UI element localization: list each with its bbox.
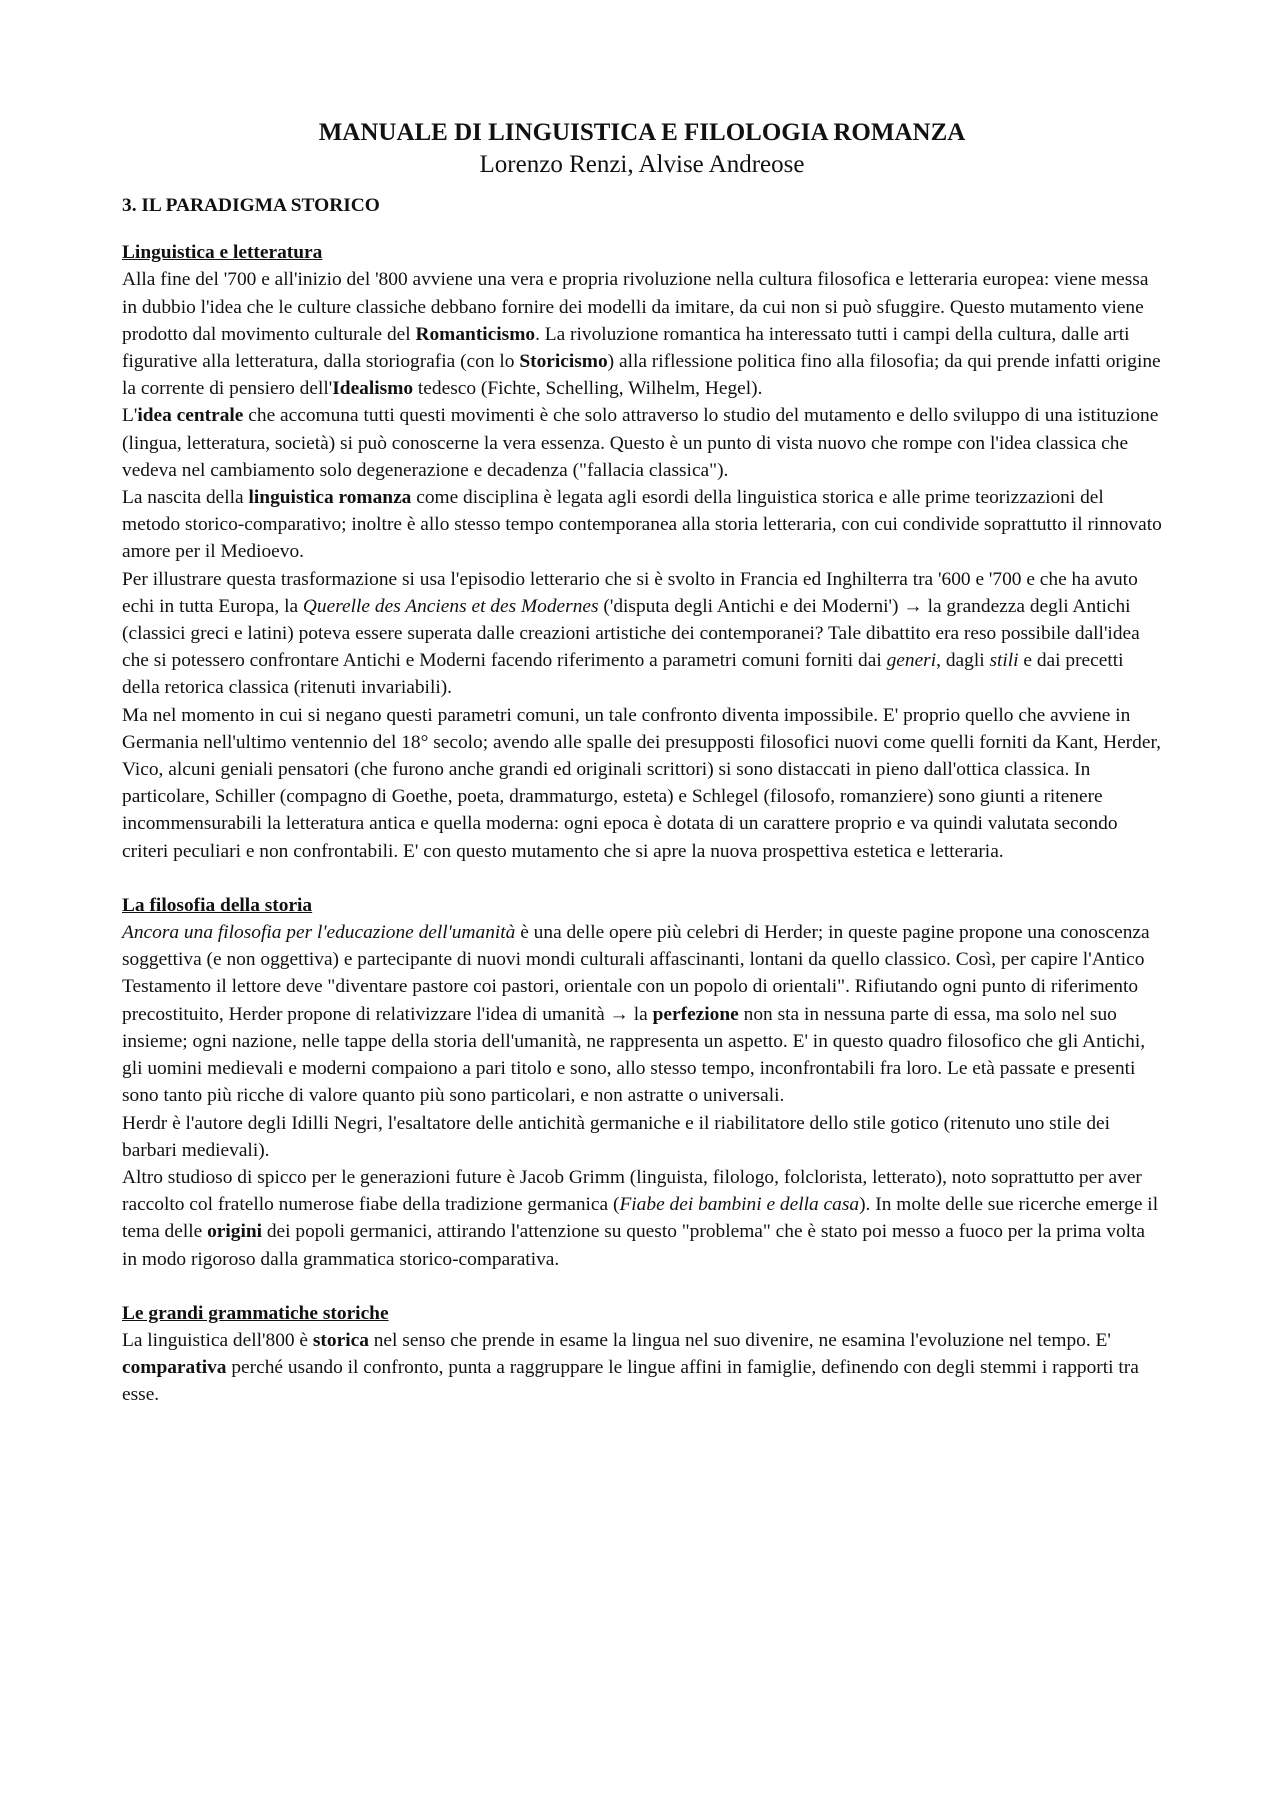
paragraph [122,484,1162,566]
text-run: e dai precetti della retorica classica (ritenuti invariabili). [122,650,1124,699]
text-run: tedesco (Fichte, Schelling, Wilhelm, Hegel). [413,378,763,400]
text-run: ) alla riflessione politica fino alla filosofia; da qui prende infatti origine la corrente di pensiero dell' [122,351,1161,400]
document-authors: Lorenzo Renzi, Alvise Andreose [479,151,805,178]
paragraph [122,702,1162,865]
text-run: La nascita della [122,487,249,509]
section-spacer [122,865,1162,892]
bold-text: perfezione [652,1003,739,1025]
italic-text: Querelle des Anciens et des Modernes [302,595,599,617]
text-run: non sta in nessuna parte di essa, ma solo nel suo insieme; ogni nazione, nelle tappe della storia dell'umanità, ne rappresenta un aspetto. E' in questo quadro filosofico che gli Antichi, gli uomini medievali e moderni compaiono a pari titolo e sono, allo stesso tempo, inconfrontabili fra loro. Le età passate e presenti sono tanto più ricche di valore quanto più sono particolari, e non astratte o universali. [122,1003,1146,1107]
paragraph [122,402,1162,484]
bold-text: origini [207,1221,263,1243]
bold-text: Romanticismo [415,323,536,345]
bold-text: storica [312,1329,369,1351]
paragraph [122,1110,1162,1164]
text-run: Herdr è l'autore degli Idilli Negri, l'esaltatore delle antichità germaniche e il riabilitatore dello stile gotico (ritenuto uno stile dei barbari medievali). [122,1112,1111,1161]
text-run: Altro studioso di spicco per le generazioni future è Jacob Grimm (linguista, filologo, folclorista, letterato), noto soprattutto per aver raccolto col fratello numerose fiabe della tradizione germanica ( [122,1166,1142,1216]
section-spacer [122,1273,1162,1300]
text-run: Alla fine del '700 e all'inizio del '800 avviene una vera e propria rivoluzione nella cultura filosofica e letteraria europea: viene messa in dubbio l'idea che le culture classiche debbano fornire dei modelli da imitare, da cui non si può sfuggire. Questo mutamento viene prodotto dal movimento culturale del [122,269,1149,345]
text-run: che accomuna tutti questi movimenti è che solo attraverso lo studio del mutamento e dello sviluppo di una istituzione (lingua, letteratura, società) si può conoscerne la vera essenza. Questo è un punto di vista nuovo che rompe con l'idea classica che vedeva nel cambiamento solo degenerazione e decadenza ("fallacia classica"). [122,405,1159,481]
bold-text: idea centrale [137,405,244,427]
paragraph [122,266,1162,402]
bold-text: linguistica romanza [248,487,412,509]
bold-text: comparativa [122,1357,227,1379]
paragraph [122,566,1162,702]
document-page [122,118,1162,1409]
document-title: MANUALE DI LINGUISTICA E FILOLOGIA ROMANZA [318,119,966,146]
paragraph [122,1327,1162,1409]
text-run: come disciplina è legata agli esordi della linguistica storica e alle prime teorizzazioni del metodo storico-comparativo; inoltre è allo stesso tempo contemporanea alla storia letteraria, con cui condivide soprattutto il rinnovato amore per il Medioevo. [122,487,1162,563]
text-run: La linguistica dell'800 è [122,1329,313,1351]
text-run: perché usando il confronto, punta a raggruppare le lingue affini in famiglie, definendo con degli stemmi i rapporti tra esse. [122,1357,1139,1406]
text-run: Ma nel momento in cui si negano questi parametri comuni, un tale confronto diventa impossibile. E' proprio quello che avviene in Germania nell'ultimo ventennio del 18° secolo; avendo alle spalle dei presupposti filosofici nuovi come quelli forniti da Kant, Herder, Vico, alcuni geniali pensatori (che furono anche grandi ed originali scrittori) si sono distaccati in pieno dall'ottica classica. In particolare, Schiller (compagno di Goethe, poeta, drammaturgo, esteta) e Schlegel (filosofo, romanziere) sono giunti a ritenere incommensurabili la letteratura antica e quella moderna: ogni epoca è dotata di un carattere proprio e va quindi valutata secondo criteri peculiari e non confrontabili. E' con questo mutamento che si apre la nuova prospettiva estetica e letteraria. [122,704,1161,862]
bold-text: Idealismo [332,378,414,400]
italic-text: Fiabe dei bambini e della casa [619,1194,860,1216]
italic-text: Ancora una filosofia per l'educazione dell'umanità [122,922,516,944]
italic-text: generi [886,650,937,672]
text-run: ). In molte delle sue ricerche emerge il tema delle [122,1194,1159,1243]
chapter-heading: 3. IL PARADIGMA STORICO [122,195,380,216]
document-body [122,239,1162,1408]
text-run: è una delle opere più celebri di Herder; in queste pagine propone una conoscenza soggettiva (e non oggettiva) e partecipante di nuovi mondi culturali affascinanti, lontani da quello classico. Così, per capire l'Antico Testamento il lettore deve "diventare pastore coi pastori, orientale con un popolo di orientali". Rifiutando ogni punto di riferimento precostituito, Herder propone di relativizzare l'idea di umanità → la [122,922,1150,1025]
text-run: ('disputa degli Antichi e dei Moderni') → la grandezza degli Antichi (classici greci e latini) poteva essere superata dalle creazioni artistiche dei contemporanei? Tale dibattito era reso possibile dall'idea che si potessero confrontare Antichi e Moderni facendo riferimento a parametri comuni forniti dai [122,595,1140,672]
text-run: Per illustrare questa trasformazione si usa l'episodio letterario che si è svolto in Francia ed Inghilterra tra '600 e '700 e che ha avuto echi in tutta Europa, la [122,568,1138,617]
text-run: . La rivoluzione romantica ha interessato tutti i campi della cultura, dalle arti figurative alla letteratura, dalla storiografia (con lo [122,323,1130,373]
paragraph [122,919,1162,1109]
section-heading: Linguistica e letteratura [122,242,323,264]
paragraph [122,1164,1162,1273]
text-run: L' [122,405,138,427]
section-heading: Le grandi grammatiche storiche [122,1302,389,1324]
italic-text: stili [989,650,1019,672]
text-run: nel senso che prende in esame la lingua nel suo divenire, ne esamina l'evoluzione nel tempo. E' [368,1329,1111,1351]
text-run: dei popoli germanici, attirando l'attenzione su questo "problema" che è stato poi messo a fuoco per la prima volta in modo rigoroso dalla grammatica storico-comparativa. [122,1221,1146,1270]
bold-text: Storicismo [519,351,608,373]
section-heading: La filosofia della storia [122,894,313,916]
text-run: , dagli [936,650,990,672]
